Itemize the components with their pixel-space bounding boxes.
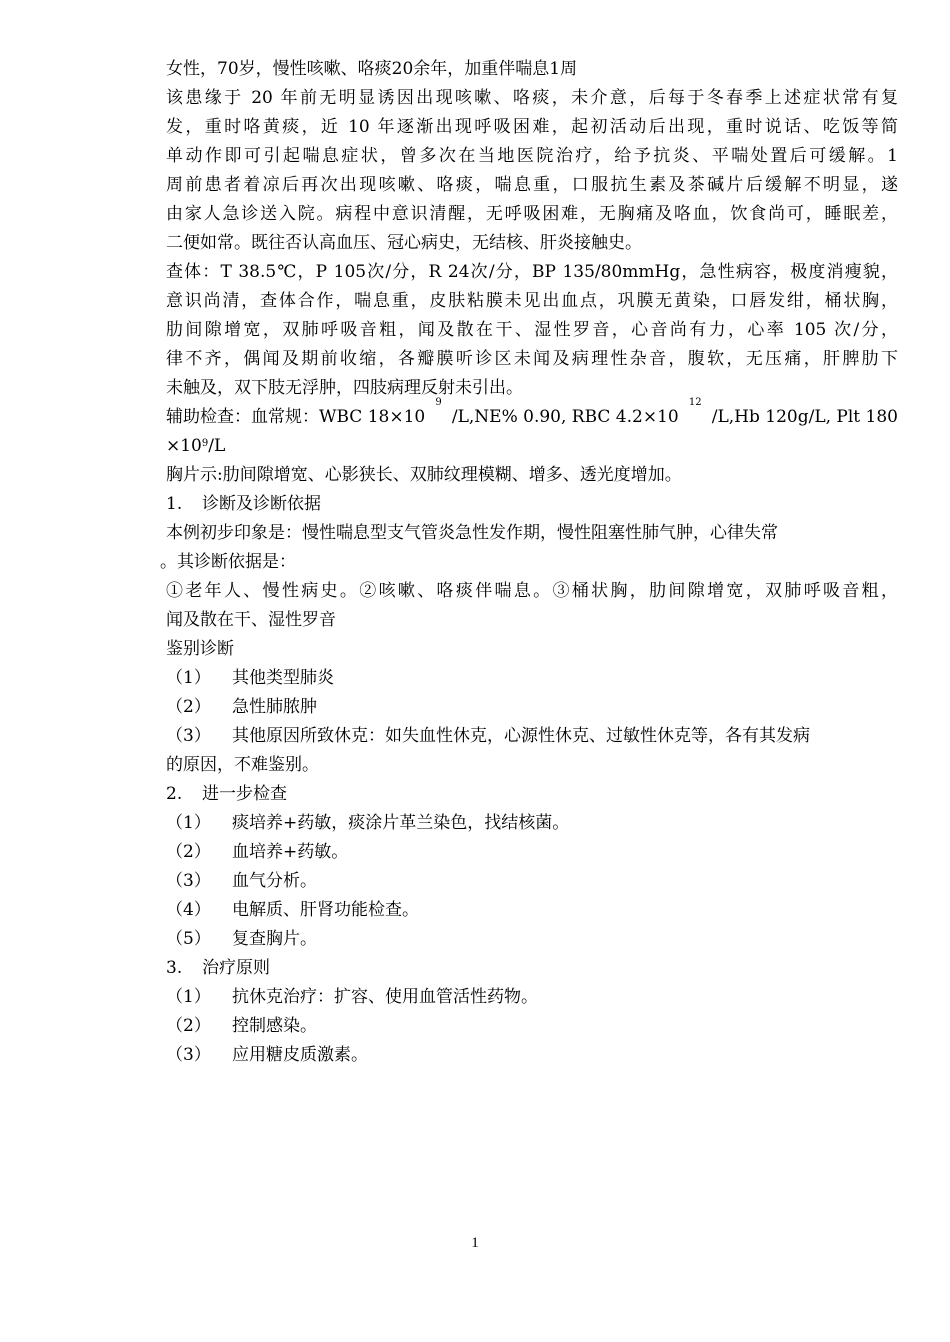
history-line: 由家人急诊送入院。病程中意识清醒，无呼吸困难，无胸痛及咯血，饮食尚可，睡眠差，: [166, 204, 898, 224]
item-text: 应用糖皮质激素。: [232, 1045, 368, 1065]
lab-middle: /L,NE% 0.90, RBC 4.2×10: [451, 407, 679, 427]
list-item: [166, 925, 898, 954]
list-item: [166, 664, 898, 693]
section-title: 诊断及诊断依据: [202, 494, 321, 514]
document-page: [160, 55, 898, 1070]
item-number: （2）: [166, 1016, 211, 1036]
item-text: 其他类型肺炎: [232, 668, 334, 688]
section-title: 治疗原则: [202, 958, 270, 978]
exam-paragraph: [166, 258, 898, 403]
lab-line: [166, 432, 898, 461]
exam-line: 查体：T 38.5℃，P 105次/分，R 24次/分，BP 135/80mmHg，急性病容，极度消瘦貌，: [166, 262, 898, 282]
item-number: （5）: [166, 929, 211, 949]
item-number: （4）: [166, 900, 211, 920]
history-line: 周前患者着凉后再次出现咳嗽、咯痰，喘息重，口服抗生素及茶碱片后缓解不明显，遂: [166, 175, 898, 195]
section-heading: [166, 780, 898, 809]
item-text: 痰培养+药敏，痰涂片革兰染色，找结核菌。: [232, 813, 570, 833]
diagnosis-basis-line: 闻及散在干、湿性罗音: [166, 610, 336, 630]
lab-line: [166, 397, 898, 432]
case-title: 女性，70岁，慢性咳嗽、咯痰20余年，加重伴喘息1周: [166, 59, 578, 79]
section-heading: [166, 954, 898, 983]
history-paragraph: [166, 84, 898, 258]
list-item: [166, 693, 898, 722]
list-item: [166, 896, 898, 925]
item-text: 控制感染。: [232, 1016, 317, 1036]
section-number: 1.: [166, 494, 183, 514]
section-number: 3.: [166, 958, 183, 978]
item-text: 复查胸片。: [232, 929, 317, 949]
item-number: （3）: [166, 726, 211, 746]
lab-suffix: /L: [208, 436, 226, 456]
lab-prefix: ×10: [166, 436, 202, 456]
item-number: （2）: [166, 842, 211, 862]
item-text: 急性肺脓肿: [232, 697, 317, 717]
list-item: [166, 1012, 898, 1041]
item-number: （1）: [166, 987, 211, 1007]
list-item: [166, 983, 898, 1012]
lab-exponent: 9: [435, 397, 442, 408]
list-item-continuation: 的原因，不难鉴别。: [166, 755, 319, 775]
section-heading: [166, 490, 898, 519]
list-item: [166, 838, 898, 867]
item-text: 其他原因所致休克：如失血性休克，心源性休克、过敏性休克等，各有其发病: [232, 726, 810, 746]
lab-paragraph: [166, 397, 898, 461]
section-number: 2.: [166, 784, 183, 804]
lab-exponent: 9: [201, 438, 209, 449]
exam-line: 律不齐，偶闻及期前收缩，各瓣膜听诊区未闻及病理性杂音，腹软，无压痛，肝脾肋下: [166, 349, 898, 369]
item-text: 电解质、肝肾功能检查。: [232, 900, 419, 920]
diagnosis-basis-intro: 。其诊断依据是：: [160, 552, 296, 572]
lab-prefix: 辅助检查：血常规：WBC 18×10: [166, 407, 426, 427]
diagnosis-basis-line: ①老年人、慢性病史。②咳嗽、咯痰伴喘息。③桶状胸，肋间隙增宽，双肺呼吸音粗，: [166, 581, 898, 601]
list-item: [166, 722, 898, 751]
item-text: 抗休克治疗：扩容、使用血管活性药物。: [232, 987, 538, 1007]
item-text: 血培养+药敏。: [232, 842, 349, 862]
item-number: （1）: [166, 813, 211, 833]
history-line: 二便如常。既往否认高血压、冠心病史，无结核、肝炎接触史。: [166, 233, 642, 253]
history-line: 该患缘于 20 年前无明显诱因出现咳嗽、咯痰，未介意，后每于冬春季上述症状常有复: [166, 88, 898, 108]
xray-result: 胸片示:肋间隙增宽、心影狭长、双肺纹理模糊、增多、透光度增加。: [166, 465, 682, 485]
section-title: 进一步检查: [202, 784, 287, 804]
item-text: 血气分析。: [232, 871, 317, 891]
history-line: 发，重时咯黄痰，近 10 年逐渐出现呼吸困难，起初活动后出现，重时说话、吃饭等简: [166, 117, 898, 137]
item-number: （3）: [166, 1045, 211, 1065]
item-number: （1）: [166, 668, 211, 688]
page-number: 1: [471, 1235, 479, 1251]
history-line: 单动作即可引起喘息症状，曾多次在当地医院治疗，给予抗炎、平喘处置后可缓解。1: [166, 146, 898, 166]
lab-middle: /L,Hb 120g/L, Plt 180: [711, 407, 898, 427]
item-number: （2）: [166, 697, 211, 717]
list-item: [166, 809, 898, 838]
list-item: [166, 867, 898, 896]
exam-line: 意识尚清，查体合作，喘息重，皮肤粘膜未见出血点，巩膜无黄染，口唇发绀，桶状胸，: [166, 291, 898, 311]
item-number: （3）: [166, 871, 211, 891]
exam-line: 肋间隙增宽，双肺呼吸音粗，闻及散在干、湿性罗音，心音尚有力，心率 105 次/分，: [166, 320, 898, 340]
list-item: [166, 1041, 898, 1070]
lab-exponent: 12: [688, 397, 702, 408]
diagnosis-impression: 本例初步印象是：慢性喘息型支气管炎急性发作期，慢性阻塞性肺气肿，心律失常: [166, 523, 778, 543]
exam-line: 未触及，双下肢无浮肿，四肢病理反射未引出。: [166, 378, 523, 398]
differential-heading: 鉴别诊断: [166, 639, 234, 659]
